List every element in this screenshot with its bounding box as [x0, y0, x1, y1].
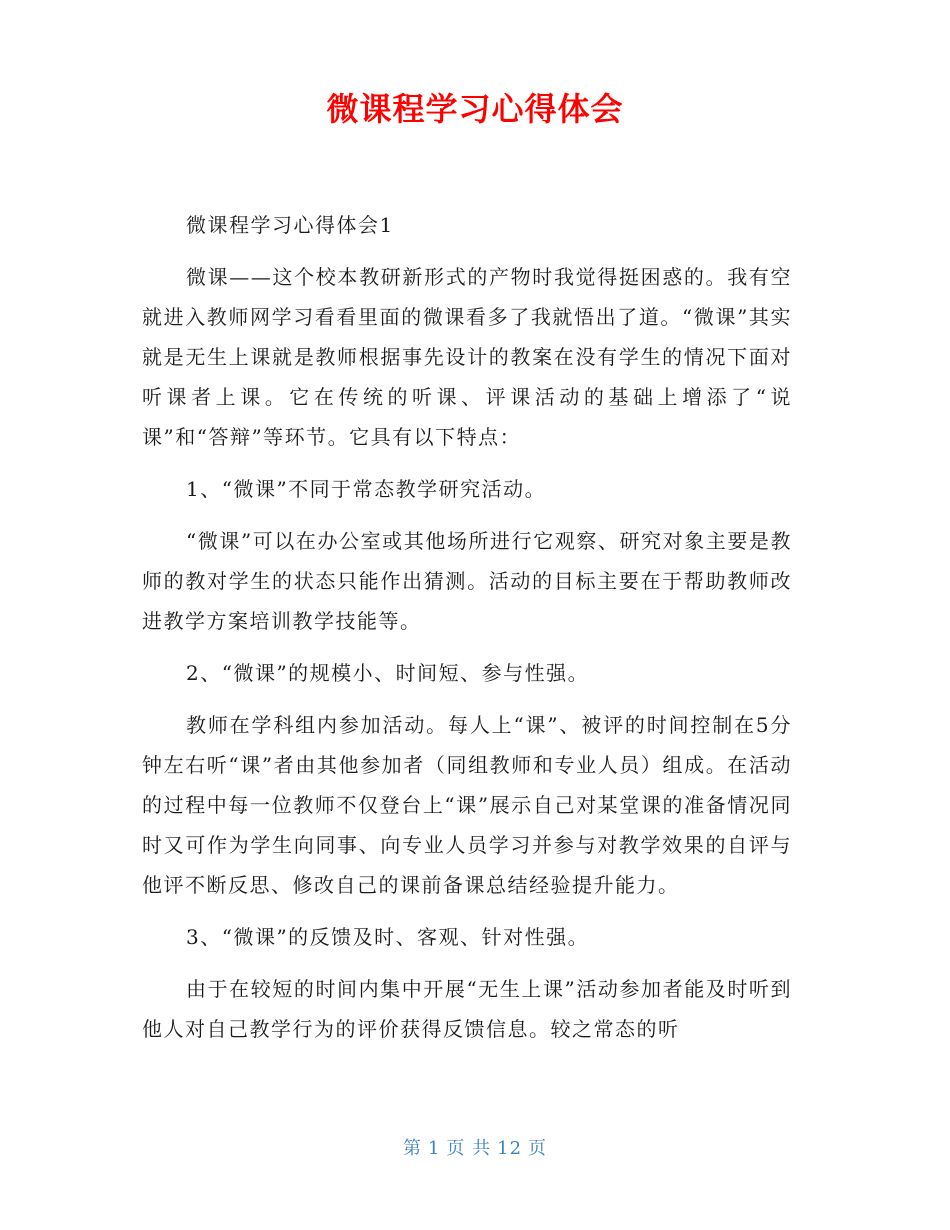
footer-suffix: 页 — [528, 1138, 548, 1159]
document-title: 微课程学习心得体会 — [326, 90, 624, 128]
page-footer — [0, 1134, 950, 1160]
current-page-number: 1 — [427, 1138, 441, 1159]
footer-mid: 页 共 — [446, 1138, 492, 1159]
total-pages-number: 12 — [497, 1138, 523, 1159]
body-paragraph: 教师在学科组内参加活动。每人上“课”、被评的时间控制在5分钟左右听“课”者由其他参加者（同组教师和专业人员）组成。在活动的过程中每一位教师不仅登台上“课”展示自己对某堂课的准备情况同时又可作为学生向同事、向专业人员学习并参与对教学效果的自评与他评不断反思、修改自己的课前备课总结经验提升能力。 — [142, 713, 792, 897]
list-point-heading: 2、“微课”的规模小、时间短、参与性强。 — [186, 661, 590, 685]
body-paragraph: “微课”可以在办公室或其他场所进行它观察、研究对象主要是教师的教对学生的状态只能作出猜测。活动的目标主要在于帮助教师改进教学方案培训教学技能等。 — [142, 529, 792, 633]
section-heading: 微课程学习心得体会1 — [186, 213, 394, 237]
list-point-heading: 3、“微课”的反馈及时、客观、针对性强。 — [186, 925, 590, 949]
body-paragraph: 微课——这个校本教研新形式的产物时我觉得挺困惑的。我有空就进入教师网学习看看里面的微课看多了我就悟出了道。“微课”其实就是无生上课就是教师根据事先设计的教案在没有学生的情况下面对听课者上课。它在传统的听课、评课活动的基础上增添了“说课”和“答辩”等环节。它具有以下特点： — [142, 265, 792, 449]
footer-prefix: 第 — [402, 1138, 422, 1159]
document-body — [142, 205, 792, 1061]
body-paragraph: 由于在较短的时间内集中开展“无生上课”活动参加者能及时听到他人对自己教学行为的评价获得反馈信息。较之常态的听 — [142, 977, 792, 1041]
list-point-heading: 1、“微课”不同于常态教学研究活动。 — [186, 477, 547, 501]
